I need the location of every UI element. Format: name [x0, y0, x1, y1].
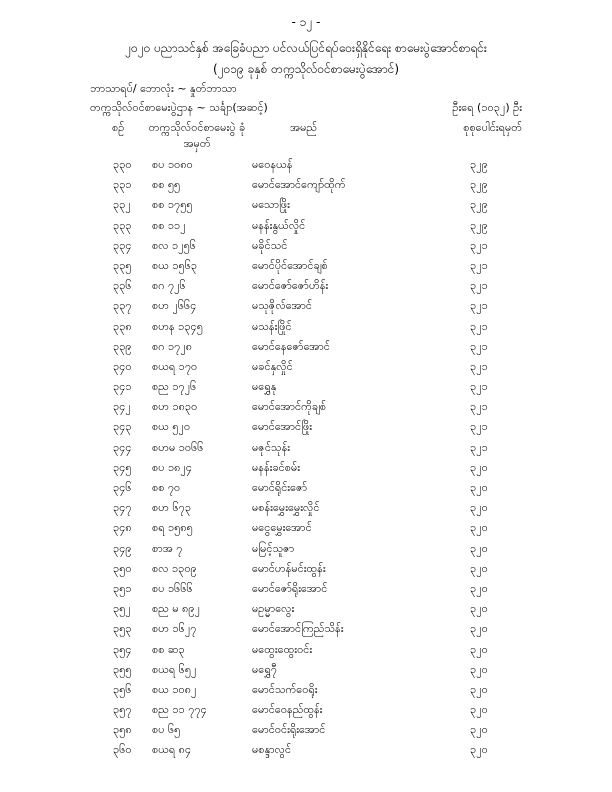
roll-number: စစ ၇၀: [152, 481, 181, 494]
roll-number: စည ၁၇၂၆: [152, 380, 197, 394]
candidate-name: မသောဖြိုး: [252, 198, 290, 212]
table-row: [0, 340, 612, 360]
candidate-name: မဥမ္မာလွေး: [252, 602, 295, 616]
table-row: [0, 461, 612, 481]
candidate-name: မောင်ရိုင်းဇော်: [252, 481, 308, 494]
row-number: ၃၄၀: [113, 359, 132, 373]
table-row: [0, 420, 612, 440]
candidate-name: မမြင့်သူဇာ: [252, 541, 295, 555]
row-number: ၃၃၀: [113, 158, 132, 171]
document-subtitle: (၂၀၁၉ ခုနှစ် တက္ကသိုလ်ဝင်စာမေးပွဲအောင်): [212, 62, 400, 76]
table-row: [0, 663, 612, 683]
roll-number: စယ ၁၀၈၂: [152, 682, 197, 696]
total-mark: ၃၂၀: [470, 662, 488, 676]
candidate-name: မထွေးထွေးဝင်း: [252, 642, 313, 656]
total-mark: ၃၂၀: [470, 501, 488, 515]
column-header-mark: စုစုပေါင်းရမှတ်: [463, 121, 522, 134]
candidate-name: မရွှေ၇ီ: [252, 662, 277, 676]
column-header-name: အမည်: [290, 121, 318, 134]
roll-number: စည မ ၈၉၂: [152, 602, 200, 616]
roll-number: စဟ ၁၆၂၇: [152, 622, 197, 636]
total-count: ဦးရေ (၁၀၃၂) ဦး: [452, 101, 522, 114]
table-row: [0, 622, 612, 642]
roll-number: စလ ၁၂၅၆: [152, 238, 196, 252]
total-mark: ၃၂၁: [470, 258, 488, 272]
table-row: [0, 602, 612, 622]
total-mark: ၃၂၁: [470, 400, 488, 414]
column-header-roll: တက္ကသိုလ်ဝင်စာမေးပွဲ ခုံအမှတ်: [148, 121, 246, 150]
table-row: [0, 360, 612, 380]
row-number: ၃၃၇: [113, 299, 132, 313]
total-mark: ၃၂၉: [470, 178, 488, 192]
row-number: ၃၄၂: [113, 400, 131, 414]
candidate-name: မခိုင်သင်: [252, 238, 288, 252]
roll-number: စယ ၁၅၆၃: [152, 258, 198, 272]
candidate-name: မောင်ဝင်းရိုးအောင်: [252, 723, 326, 737]
roll-number: စယရ ၆၅၂: [152, 662, 197, 676]
total-mark: ၃၂၁: [470, 420, 488, 434]
roll-number: စပ ၁၀၈၀: [152, 158, 193, 171]
roll-number: စယ ၅၂၀: [152, 420, 191, 434]
row-number: ၃၅၁: [113, 581, 132, 595]
total-mark: ၃၂၁: [470, 339, 488, 353]
row-number: ၃၆၀: [113, 743, 132, 757]
table-row: [0, 239, 612, 259]
total-mark: ၃၂၀: [470, 642, 488, 656]
total-mark: ၃၂၁: [470, 319, 488, 333]
table-row: [0, 582, 612, 602]
roll-number: စယရ ၈၄: [152, 743, 192, 757]
total-mark: ၃၂၀: [470, 521, 488, 535]
roll-number: စစ ၅၅: [152, 178, 181, 192]
row-number: ၃၃၆: [113, 279, 132, 293]
roll-number: စဟ ၁၈၃၀: [152, 400, 198, 414]
candidate-name: မောင်အောင်ဖြိုး: [252, 420, 313, 434]
row-number: ၃၅၆: [113, 682, 132, 696]
roll-number: စယရ ၁၇၀: [152, 359, 198, 373]
table-row: [0, 400, 612, 420]
row-number: ၃၄၄: [113, 440, 132, 454]
subject-label: ဘာသာရပ်/ ဘောလုံး ~ နှုတ်ဘာသာ: [90, 82, 237, 95]
row-number: ၃၄၃: [113, 420, 132, 434]
row-number: ၃၄၆: [113, 481, 132, 494]
total-mark: ၃၂၁: [470, 279, 488, 293]
table-row: [0, 723, 612, 743]
row-number: ၃၄၈: [113, 521, 132, 535]
document-title: ၂၀၂၀ ပညာသင်နှစ် အခြေခံပညာ ပင်လယ်ပြင်ရပ်ဝေးရှိနိုင်ရေး စာမေးပွဲအောင်စာရင်း: [125, 41, 487, 55]
total-mark: ၃၂၀: [470, 602, 488, 616]
total-mark: ၃၂၁: [470, 238, 488, 252]
candidate-name: မစန္ဒာလွင်: [252, 743, 292, 757]
roll-number: စဟ ၂၆၆၄: [152, 299, 197, 313]
candidate-name: မဝေနယန်: [252, 158, 293, 171]
total-mark: ၃၂၀: [470, 561, 488, 575]
division-label: တက္ကသိုလ်ဝင်စာမေးပွဲဌာန ~ သင်္ချာ(အဆင့်): [90, 101, 268, 114]
row-number: ၃၅၀: [113, 561, 132, 575]
roll-number: စစ ၁၁၂: [152, 218, 186, 232]
table-row: [0, 219, 612, 239]
roll-number: စပ ၁၆၆၆: [152, 581, 193, 595]
table-row: [0, 562, 612, 582]
table-row: [0, 703, 612, 723]
total-mark: ၃၂၁: [470, 380, 488, 394]
row-number: ၃၅၅: [113, 662, 132, 676]
roll-number: စဟ ၆၇၃: [152, 501, 192, 515]
candidate-name: မဇုင်သုန်း: [252, 440, 291, 454]
table-row: [0, 481, 612, 501]
row-number: ၃၃၃: [113, 218, 132, 232]
table-row: [0, 198, 612, 218]
total-mark: ၃၂၉: [470, 198, 488, 212]
results-list: [0, 158, 612, 764]
roll-number: စဟမ ၁၀၆၆: [152, 440, 204, 454]
row-number: ၃၃၂: [113, 198, 131, 212]
row-number: ၃၄၁: [113, 380, 132, 394]
total-mark: ၃၂၀: [470, 622, 488, 636]
roll-number: စစ ဆ၃: [152, 642, 185, 656]
roll-number: စဟန ၁၃၄၅: [152, 319, 203, 333]
total-mark: ၃၂၁: [470, 299, 488, 313]
roll-number: စရ ၁၅၈၅: [152, 521, 193, 535]
roll-number: စည ၁၁ ၇၇၄: [152, 703, 207, 717]
row-number: ၃၃၉: [113, 339, 132, 353]
table-row: [0, 743, 612, 763]
candidate-name: မောင်အောင်ကျော်ထိုက်: [252, 178, 346, 192]
candidate-name: မနန်းနွယ်လှိုင်: [252, 218, 306, 232]
candidate-name: မောင်သက်ဝေရိုး: [252, 682, 318, 696]
candidate-name: မောင်ဝေနည်ထွန်း: [252, 703, 323, 717]
candidate-name: မောင်ဇော်ရိုးအောင်: [252, 581, 328, 595]
roll-number: စာအ ၇: [152, 541, 183, 555]
total-mark: ၃၂၁: [470, 359, 488, 373]
row-number: ၃၄၅: [113, 460, 132, 474]
row-number: ၃၃၅: [113, 258, 132, 272]
table-row: [0, 683, 612, 703]
candidate-name: မောင်ပိုင်အောင်ချစ်: [252, 258, 328, 272]
table-row: [0, 521, 612, 541]
candidate-name: မစန်းမွှေးမွှေးလှိုင်: [252, 501, 320, 515]
roll-number: စလ ၁၃၀၉: [152, 561, 197, 575]
total-mark: ၃၂၀: [470, 723, 488, 737]
table-row: [0, 643, 612, 663]
candidate-name: မငွေမွှေးအောင်: [252, 521, 312, 535]
row-number: ၃၄၇: [113, 501, 132, 515]
roll-number: စဂ ၇၂၆: [152, 279, 186, 293]
table-row: [0, 380, 612, 400]
total-mark: ၃၂၀: [470, 481, 488, 494]
row-number: ၃၅၄: [113, 642, 132, 656]
table-row: [0, 441, 612, 461]
candidate-name: မောင်ဟန်မင်းထွန်း: [252, 561, 326, 575]
total-mark: ၃၂၀: [470, 743, 488, 757]
candidate-name: မောင်အောင်ကိုချစ်: [252, 400, 327, 414]
total-mark: ၃၂၉: [470, 158, 488, 171]
row-number: ၃၃၄: [113, 238, 132, 252]
total-mark: ၃၂၀: [470, 460, 488, 474]
roll-number: စဂ ၁၇၂၈: [152, 339, 193, 353]
total-mark: ၃၂၀: [470, 682, 488, 696]
row-number: ၃၃၈: [113, 319, 132, 333]
row-number: ၃၅၇: [113, 703, 132, 717]
candidate-name: မသန်းဖြိုင်: [252, 319, 292, 333]
table-row: [0, 299, 612, 319]
table-row: [0, 259, 612, 279]
total-mark: ၃၂၀: [470, 541, 488, 555]
table-row: [0, 542, 612, 562]
candidate-name: မောင်အောင်ကြည်သိန်း: [252, 622, 344, 636]
column-header-no: စဉ်: [112, 121, 125, 134]
candidate-name: မရွှေနု: [252, 380, 277, 394]
table-row: [0, 501, 612, 521]
table-row: [0, 178, 612, 198]
candidate-name: မနန်းခင်စမ်း: [252, 460, 301, 474]
candidate-name: မောင်ဇော်ဇော်ဟိန်း: [252, 279, 329, 293]
candidate-name: မောင်နေဇော်အောင်: [252, 339, 330, 353]
roll-number: စပ ၁၈၂၄: [152, 460, 193, 474]
total-mark: ၃၂၀: [470, 581, 488, 595]
table-row: [0, 320, 612, 340]
table-row: [0, 158, 612, 178]
total-mark: ၃၂၀: [470, 703, 488, 717]
roll-number: စစ ၁၇၅၅: [152, 198, 193, 212]
total-mark: ၃၂၁: [470, 440, 488, 454]
candidate-name: မခင်နှလှိုင်: [252, 359, 293, 373]
row-number: ၃၄၉: [113, 541, 132, 555]
roll-number: စပ ၆၅: [152, 723, 181, 737]
page-number: - ၁၂ -: [291, 15, 321, 29]
table-row: [0, 279, 612, 299]
row-number: ၃၃၁: [113, 178, 132, 192]
row-number: ၃၅၃: [113, 622, 132, 636]
row-number: ၃၅၂: [113, 602, 131, 616]
row-number: ၃၅၈: [113, 723, 132, 737]
candidate-name: မသုဇိုလ်အောင်: [252, 299, 313, 313]
total-mark: ၃၂၉: [470, 218, 488, 232]
